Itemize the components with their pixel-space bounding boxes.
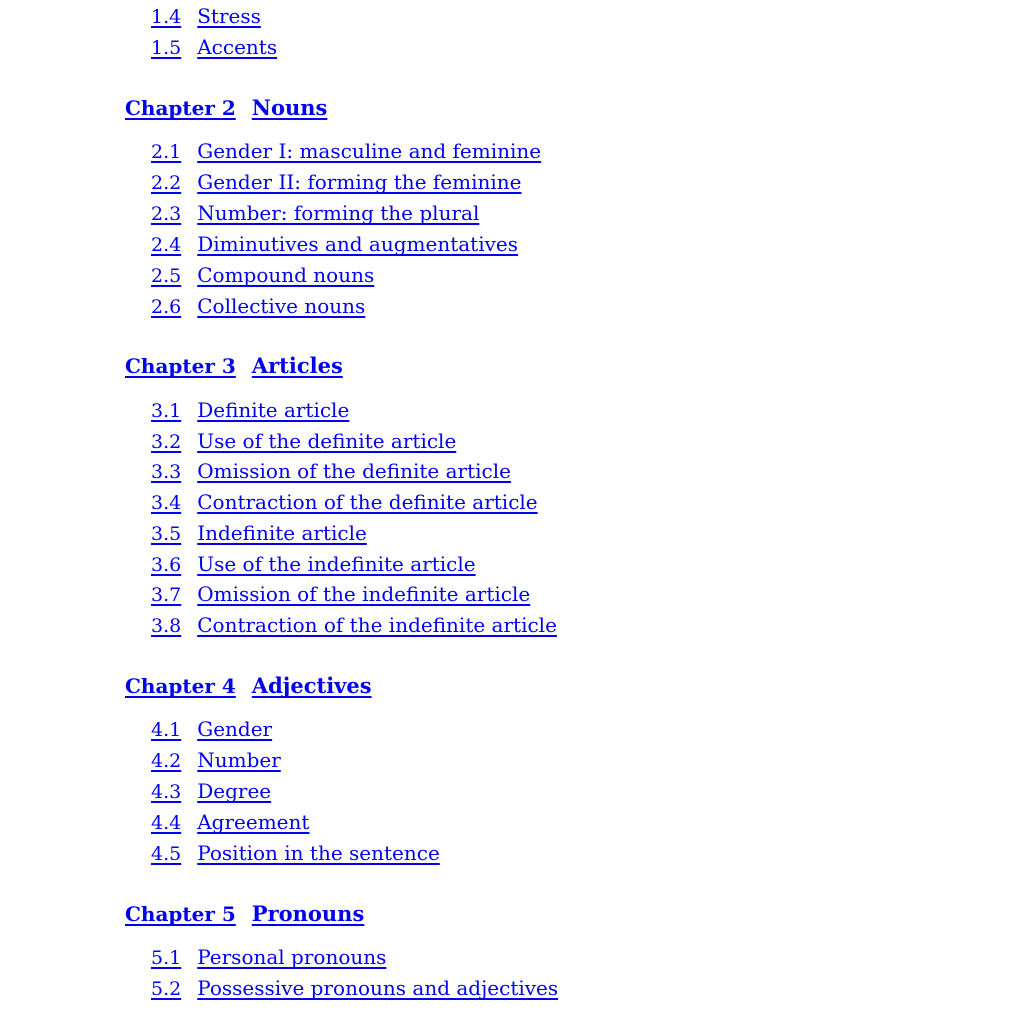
section-title: Definite article (197, 398, 350, 422)
toc-entry (151, 139, 541, 164)
toc-entry-link[interactable] (151, 263, 374, 287)
section-number: 3.7 (151, 584, 182, 606)
section-title: Degree (197, 779, 272, 803)
chapter-title: Pronouns (251, 901, 365, 926)
chapter-label: Chapter 3 (125, 354, 236, 378)
toc-entry-link[interactable] (151, 294, 365, 318)
section-number: 3.3 (151, 461, 182, 483)
chapter-heading (125, 95, 327, 121)
toc-entry (151, 459, 511, 484)
section-number: 2.4 (151, 234, 182, 256)
toc-entry-link[interactable] (151, 521, 367, 545)
toc-entry (151, 976, 558, 1001)
toc-entry (151, 552, 476, 577)
section-title: Omission of the indefinite article (197, 582, 531, 606)
chapter-label: Chapter 2 (125, 96, 236, 120)
toc-entry-link[interactable] (151, 139, 541, 163)
toc-entry-link[interactable] (151, 398, 349, 422)
toc-entry (151, 170, 521, 195)
section-title: Contraction of the definite article (197, 490, 538, 514)
toc-entry (151, 263, 374, 288)
section-number: 1.4 (151, 6, 182, 28)
section-title: Number (197, 748, 281, 772)
toc-entry (151, 201, 479, 226)
toc-entry (151, 717, 272, 742)
toc-entry (151, 490, 538, 515)
section-number: 2.1 (151, 141, 182, 163)
toc-entry (151, 810, 309, 835)
chapter-title: Articles (251, 353, 343, 378)
section-title: Diminutives and augmentatives (197, 232, 519, 256)
toc-entry-link[interactable] (151, 552, 476, 576)
chapter-heading (125, 901, 364, 927)
toc-entry-link[interactable] (151, 717, 272, 741)
toc-entry (151, 841, 440, 866)
chapter-heading (125, 673, 372, 699)
section-number: 3.6 (151, 554, 182, 576)
toc-entry (151, 232, 518, 257)
toc-entry (151, 613, 557, 638)
toc-entry-link[interactable] (151, 170, 521, 194)
toc-entry-link[interactable] (151, 945, 386, 969)
toc-entry-link[interactable] (151, 841, 440, 865)
toc-entry-link[interactable] (151, 810, 309, 834)
section-title: Possessive pronouns and adjectives (197, 976, 559, 1000)
section-number: 2.6 (151, 296, 182, 318)
section-title: Compound nouns (197, 263, 375, 287)
toc-entry (151, 35, 277, 60)
section-title: Gender (197, 717, 273, 741)
toc-entry-link[interactable] (151, 429, 456, 453)
chapter-link[interactable] (125, 901, 364, 926)
toc-entry-link[interactable] (151, 582, 530, 606)
section-title: Contraction of the indefinite article (197, 613, 557, 637)
section-number: 4.3 (151, 781, 182, 803)
chapter-link[interactable] (125, 353, 343, 378)
section-title: Agreement (197, 810, 310, 834)
section-number: 3.1 (151, 400, 182, 422)
toc-entry (151, 945, 386, 970)
toc-entry-link[interactable] (151, 490, 538, 514)
section-number: 3.4 (151, 492, 182, 514)
chapter-link[interactable] (125, 95, 327, 120)
toc-entry-link[interactable] (151, 779, 271, 803)
toc-entry-link[interactable] (151, 459, 511, 483)
section-number: 2.3 (151, 203, 182, 225)
section-number: 4.4 (151, 812, 182, 834)
section-number: 4.1 (151, 719, 182, 741)
chapter-label: Chapter 5 (125, 902, 236, 926)
toc-entry (151, 521, 367, 546)
section-number: 1.5 (151, 37, 182, 59)
chapter-link[interactable] (125, 673, 372, 698)
section-title: Indefinite article (197, 521, 367, 545)
section-number: 4.5 (151, 843, 182, 865)
section-number: 3.5 (151, 523, 182, 545)
section-title: Gender II: forming the feminine (197, 170, 522, 194)
toc-entry-link[interactable] (151, 613, 557, 637)
chapter-label: Chapter 4 (125, 674, 236, 698)
section-title: Gender I: masculine and feminine (197, 139, 542, 163)
section-number: 3.2 (151, 431, 182, 453)
toc-entry (151, 294, 365, 319)
toc-entry (151, 748, 281, 773)
section-number: 5.1 (151, 947, 182, 969)
section-title: Accents (197, 35, 278, 59)
section-title: Collective nouns (197, 294, 366, 318)
section-number: 2.5 (151, 265, 182, 287)
section-title: Stress (197, 4, 261, 28)
section-title: Use of the definite article (197, 429, 457, 453)
chapter-heading (125, 353, 343, 379)
toc-entry (151, 779, 271, 804)
toc-entry-link[interactable] (151, 201, 479, 225)
toc-entry (151, 398, 349, 423)
chapter-title: Adjectives (251, 673, 372, 698)
section-title: Personal pronouns (197, 945, 387, 969)
toc-entry (151, 429, 456, 454)
toc-entry-link[interactable] (151, 232, 518, 256)
section-number: 3.8 (151, 615, 182, 637)
toc-entry-link[interactable] (151, 748, 281, 772)
toc-entry (151, 582, 530, 607)
toc-entry-link[interactable] (151, 35, 277, 59)
section-number: 4.2 (151, 750, 182, 772)
section-title: Use of the indefinite article (197, 552, 476, 576)
toc-entry-link[interactable] (151, 976, 558, 1000)
toc-entry (151, 4, 261, 29)
section-title: Omission of the definite article (197, 459, 511, 483)
toc-entry-link[interactable] (151, 4, 261, 28)
section-number: 5.2 (151, 978, 182, 1000)
section-title: Number: forming the plural (197, 201, 480, 225)
section-number: 2.2 (151, 172, 182, 194)
chapter-title: Nouns (251, 95, 328, 120)
section-title: Position in the sentence (197, 841, 440, 865)
